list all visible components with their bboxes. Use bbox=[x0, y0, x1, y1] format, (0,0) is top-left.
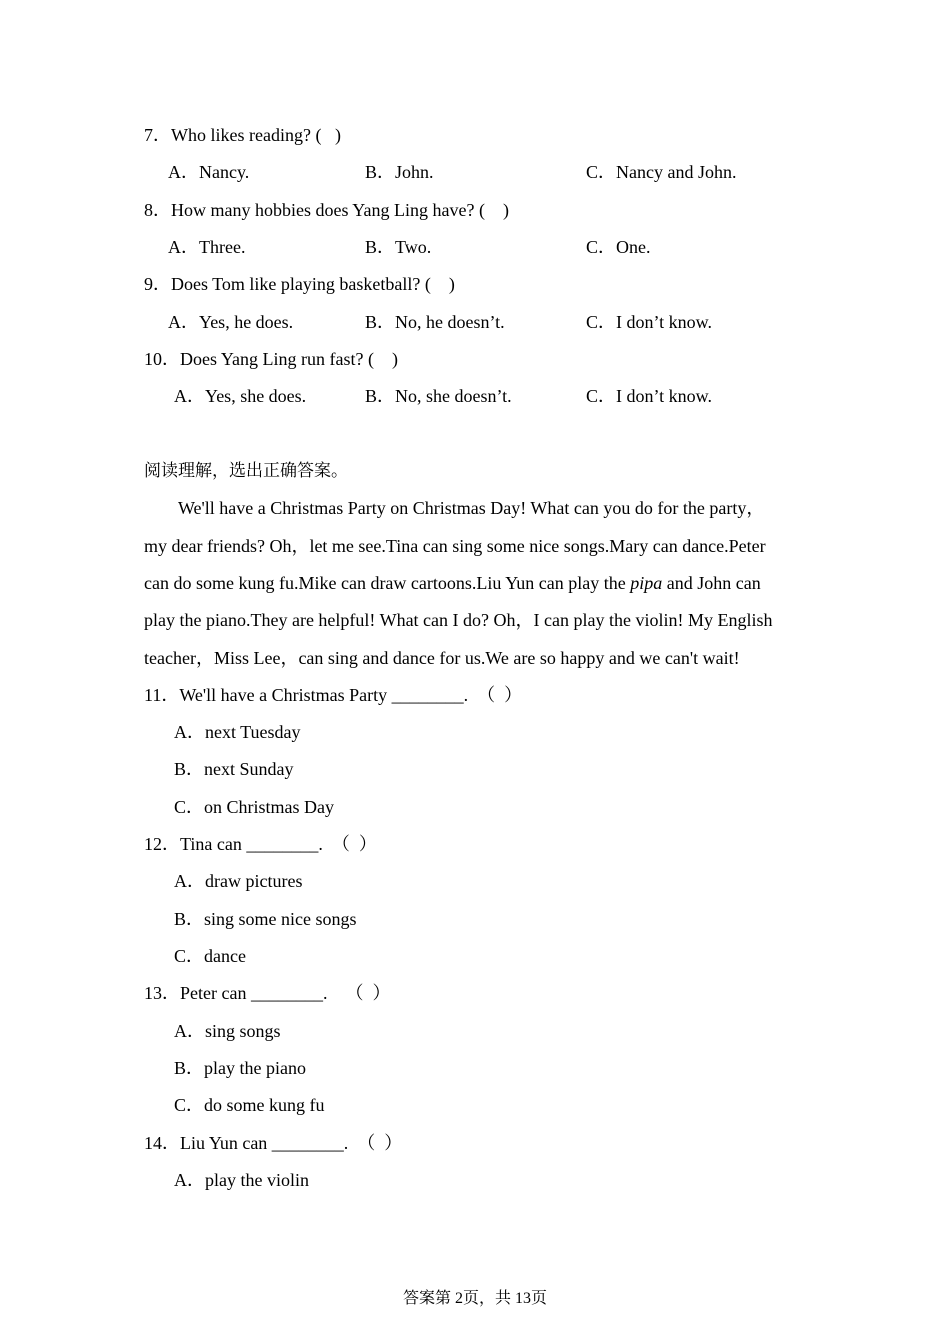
question-stem: 14．Liu Yun can ________. （ ） bbox=[144, 1133, 403, 1153]
option-b[interactable]: B．next Sunday bbox=[174, 759, 294, 779]
passage-line-2: my dear friends? Oh，let me see.Tina can sing some nice songs.Mary can dance.Peter bbox=[144, 536, 766, 556]
section-instruction: 阅读理解，选出正确答案。 bbox=[144, 461, 348, 481]
option-a[interactable]: A．Yes, she does. bbox=[174, 386, 307, 406]
option-b[interactable]: B．No, he doesn’t. bbox=[365, 312, 505, 332]
passage-line-3 bbox=[144, 572, 814, 594]
passage-text: can do some kung fu.Mike can draw cartoons.Liu Yun can play the bbox=[144, 573, 631, 593]
option-a[interactable]: A．play the violin bbox=[174, 1170, 309, 1190]
option-b[interactable]: B．play the piano bbox=[174, 1058, 306, 1078]
question-stem: 7．Who likes reading? ( ) bbox=[144, 125, 341, 145]
option-c[interactable]: C．I don’t know. bbox=[586, 312, 712, 332]
question-stem: 12．Tina can ________. （ ） bbox=[144, 834, 377, 854]
passage-text: and John can bbox=[662, 573, 761, 593]
option-c[interactable]: C．I don’t know. bbox=[586, 386, 712, 406]
option-b[interactable]: B．Two. bbox=[365, 237, 432, 257]
option-a[interactable]: A．Three. bbox=[168, 237, 246, 257]
option-c[interactable]: C．One. bbox=[586, 237, 651, 257]
question-stem: 10．Does Yang Ling run fast? ( ) bbox=[144, 349, 398, 369]
option-c[interactable]: C．on Christmas Day bbox=[174, 797, 334, 817]
option-c[interactable]: C．do some kung fu bbox=[174, 1095, 325, 1115]
page-footer: 答案第 2页，共 13页 bbox=[402, 1290, 547, 1307]
option-a[interactable]: A．Yes, he does. bbox=[168, 312, 294, 332]
option-c[interactable]: C．dance bbox=[174, 946, 246, 966]
option-c[interactable]: C．Nancy and John. bbox=[586, 162, 737, 182]
passage-line-4: play the piano.They are helpful! What can I do? Oh，I can play the violin! My English bbox=[144, 610, 773, 630]
option-b[interactable]: B．No, she doesn’t. bbox=[365, 386, 512, 406]
option-a[interactable]: A．draw pictures bbox=[174, 871, 303, 891]
option-b[interactable]: B．John. bbox=[365, 162, 434, 182]
passage-line-5: teacher，Miss Lee，can sing and dance for us.We are so happy and we can't wait! bbox=[144, 648, 740, 668]
passage-line-1: We'll have a Christmas Party on Christmas Day! What can you do for the party， bbox=[178, 498, 765, 518]
option-a[interactable]: A．next Tuesday bbox=[174, 722, 301, 742]
question-stem: 8．How many hobbies does Yang Ling have? ( ) bbox=[144, 200, 509, 220]
question-stem: 13．Peter can ________. （ ） bbox=[144, 983, 391, 1003]
question-stem: 9．Does Tom like playing basketball? ( ) bbox=[144, 274, 455, 294]
option-a[interactable]: A．sing songs bbox=[174, 1021, 281, 1041]
option-a[interactable]: A．Nancy. bbox=[168, 162, 250, 182]
option-b[interactable]: B．sing some nice songs bbox=[174, 909, 357, 929]
question-stem: 11．We'll have a Christmas Party ________. （ ） bbox=[144, 685, 523, 705]
passage-italic-word: pipa bbox=[630, 573, 663, 593]
